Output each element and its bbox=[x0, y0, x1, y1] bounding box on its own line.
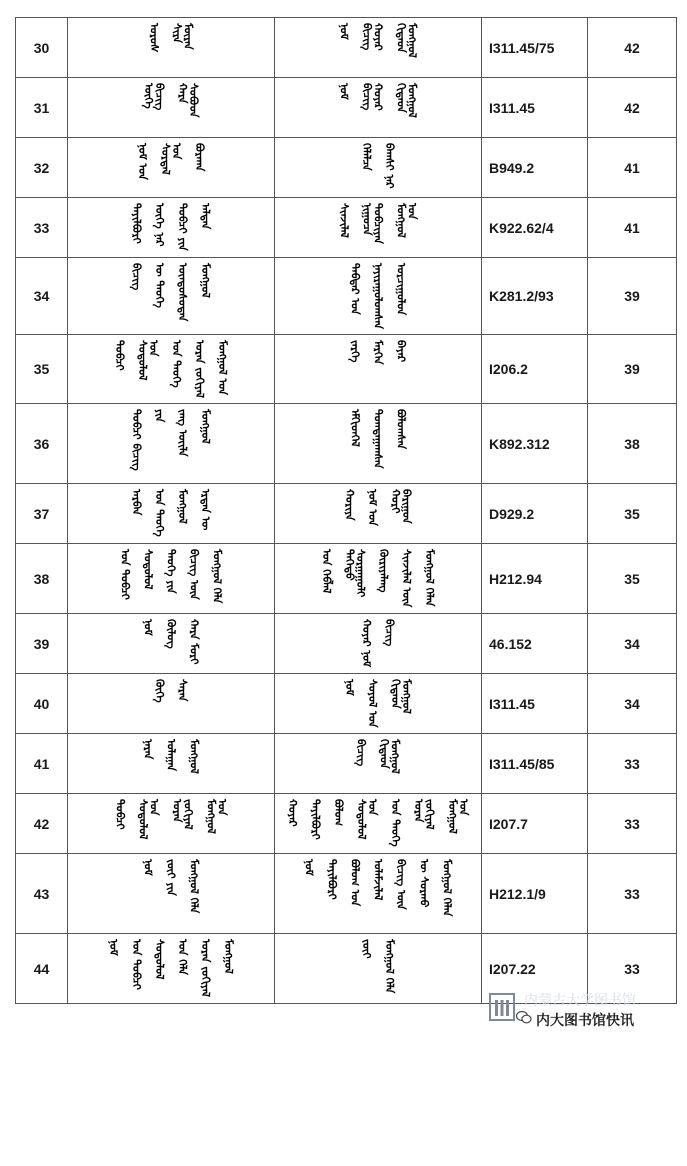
cell-title-mongolian bbox=[68, 614, 275, 674]
mongolian-text-column: ᠰᠤᠷᠲᠠᠯ ᠤᠨ bbox=[159, 143, 183, 175]
cell-call-number: K892.312 bbox=[482, 404, 588, 484]
mongolian-text-column: ᠰᠢᠷᠠ ᠮᠥᠷᠡᠨ bbox=[170, 23, 195, 50]
mongolian-script-block bbox=[275, 674, 481, 733]
mongolian-text-column: ᠵᠡᠷᠭᠡ bbox=[348, 340, 362, 363]
mongolian-text-column: ᠪᠢᠴᠢᠭ᠌ bbox=[354, 739, 368, 767]
cell-title-mongolian bbox=[68, 934, 275, 1004]
table-row bbox=[16, 544, 677, 614]
mongolian-script-block bbox=[275, 335, 481, 403]
cell-title-mongolian bbox=[68, 404, 275, 484]
cell-number: 37 bbox=[16, 484, 68, 544]
cell-call-number: I206.2 bbox=[482, 335, 588, 404]
cell-author-mongolian bbox=[275, 794, 482, 854]
mongolian-text-column: ᠨᠢᠭᠤᠴᠠ ᠲᠣᠪᠴᠢᠶᠠᠨ bbox=[360, 203, 385, 244]
mongolian-text-column: ᠮᠣᠩᠭᠣᠯ ᠤᠨ bbox=[446, 799, 470, 834]
cell-author-mongolian bbox=[275, 934, 482, 1004]
mongolian-script-block bbox=[68, 794, 274, 853]
mongolian-script-block bbox=[68, 484, 274, 543]
mongolian-text-column: ᠮᠣᠩᠭᠣᠯ ᠬᠡᠯᠡᠨ bbox=[440, 859, 454, 917]
cell-number: 39 bbox=[16, 614, 68, 674]
mongolian-script-block bbox=[68, 934, 274, 1003]
cell-count: 33 bbox=[588, 794, 677, 854]
mongolian-text-column: ᠨᠣᠮ bbox=[141, 859, 155, 876]
cell-author-mongolian bbox=[275, 258, 482, 335]
mongolian-text-column: ᠮᠣᠩᠭᠣᠯ bbox=[176, 489, 189, 524]
mongolian-text-column: ᠡᠮᠬᠢᠳᠬᠡᠯ bbox=[348, 409, 362, 447]
mongolian-text-column: ᠳᠡᠪᠲᠡᠷ ᠤᠨ bbox=[348, 263, 362, 315]
mongolian-text-column: ᠪᠢᠴᠢᠭ᠌ ᠬᠣᠶᠠᠷ bbox=[360, 23, 385, 51]
mongolian-text-column: ᠪᠠᠶᠠᠷ bbox=[394, 340, 408, 363]
cell-count: 34 bbox=[588, 614, 677, 674]
mongolian-text-column: ᠨᠣᠮ bbox=[337, 83, 351, 100]
table-row bbox=[16, 484, 677, 544]
mongolian-script-block bbox=[68, 198, 274, 257]
cell-title-mongolian bbox=[68, 335, 275, 404]
table-row bbox=[16, 198, 677, 258]
mongolian-text-column: ᠪᠢᠴᠢᠭ᠌ ᠦᠨ bbox=[187, 549, 201, 600]
mongolian-text-column: ᠰᠠᠷᠠᠨ bbox=[176, 679, 189, 702]
mongolian-text-column: ᠤᠨ ᠲᠡᠦᠬᠡ bbox=[389, 799, 402, 847]
cell-count: 33 bbox=[588, 734, 677, 794]
mongolian-text-column: ᠲᠠᠶᠢᠯᠪᠤᠷᠢ bbox=[309, 799, 322, 840]
mongolian-text-column: ᠬᠡᠯᠡᠯᠴᠡ bbox=[360, 143, 373, 171]
mongolian-text-column: ᠤᠨ ᠲᠣᠪᠴᠢ bbox=[118, 549, 132, 600]
mongolian-text-column: ᠡᠷᠲᠡᠨ ᠦ bbox=[199, 489, 212, 531]
mongolian-text-column: ᠪᠢᠴᠢᠭ᠌ ᠦᠨ bbox=[394, 859, 408, 910]
cell-count: 35 bbox=[588, 484, 677, 544]
cell-author-mongolian bbox=[275, 138, 482, 198]
mongolian-text-column: ᠪᠢᠴᠢᠭ᠌ bbox=[130, 263, 143, 291]
mongolian-text-column: ᠵᠦᠢ bbox=[360, 939, 373, 959]
cell-number: 30 bbox=[16, 18, 68, 78]
mongolian-text-column: ᠰᠤᠳᠤᠯᠤᠯ ᠤᠨ bbox=[136, 340, 160, 381]
cell-author-mongolian bbox=[275, 854, 482, 934]
mongolian-text-column: ᠲᠡᠦᠬᠡ ᠶᠢᠨ bbox=[164, 549, 178, 594]
mongolian-text-column: ᠤᠷᠠᠨ ᠵᠣᠬᠢᠶᠠᠯ bbox=[412, 799, 436, 830]
cell-count: 34 bbox=[588, 674, 677, 734]
table-row bbox=[16, 854, 677, 934]
cell-author-mongolian bbox=[275, 18, 482, 78]
mongolian-text-column: ᠪᠠᠭᠰᠢ ᠨᠠᠷ bbox=[383, 143, 396, 189]
table-row bbox=[16, 138, 677, 198]
mongolian-text-column: ᠦ ᠰᠤᠷᠬᠤ bbox=[417, 859, 431, 908]
mongolian-text-column: ᠠᠯᠲᠠᠨ bbox=[199, 203, 212, 230]
mongolian-text-column: ᠬᠣᠶᠠᠷ bbox=[286, 799, 299, 827]
cell-number: 36 bbox=[16, 404, 68, 484]
cell-author-mongolian bbox=[275, 484, 482, 544]
cell-title-mongolian bbox=[68, 544, 275, 614]
cell-author-mongolian bbox=[275, 404, 482, 484]
mongolian-text-column: ᠳᠡᠭᠡᠳᠦ ᠰᠤᠷᠭᠠᠭᠤᠯᠢ bbox=[343, 549, 367, 598]
mongolian-text-column: ᠨᠣᠮ ᠤᠨ bbox=[136, 143, 149, 180]
watermark-faint-text: 内蒙古大学图书馆 bbox=[524, 993, 636, 1009]
mongolian-text-column: ᠤᠨ ᠲᠡᠦᠬᠡ bbox=[153, 489, 166, 537]
mongolian-text-column: ᠵᠠᠩ ᠦᠢᠯᠡ bbox=[176, 409, 189, 457]
mongolian-script-block bbox=[68, 335, 274, 403]
mongolian-text-column: ᠬᠦᠯᠦᠭ bbox=[164, 619, 178, 649]
mongolian-text-column: ᠨᠠᠷᠠᠨ bbox=[141, 739, 155, 760]
table-row bbox=[16, 78, 677, 138]
cell-count: 35 bbox=[588, 544, 677, 614]
mongolian-text-column: ᠮᠣᠩᠭᠣᠯ ᠤᠨ bbox=[394, 203, 419, 238]
cell-title-mongolian bbox=[68, 138, 275, 198]
mongolian-text-column: ᠲᠠᠶᠢᠯᠪᠤᠷᠢ bbox=[325, 859, 339, 900]
mongolian-text-column: ᠤᠯᠠᠮᠵᠢᠯᠠᠯ bbox=[371, 859, 385, 901]
mongolian-text-column: ᠪᠢᠴᠢᠭ᠌ ᠬᠣᠶᠠᠷ bbox=[360, 83, 385, 111]
mongolian-script-block bbox=[68, 614, 274, 673]
mongolian-text-column: ᠲᠣᠪᠴᠢ ᠪᠢᠴᠢᠭ᠌ bbox=[130, 409, 143, 471]
cell-count: 39 bbox=[588, 335, 677, 404]
mongolian-script-block bbox=[275, 18, 481, 77]
mongolian-text-column: ᠪᠣᠯᠣᠭᠰᠠᠨ bbox=[394, 409, 408, 450]
cell-title-mongolian bbox=[68, 794, 275, 854]
mongolian-text-column: ᠰᠤᠳᠤᠯᠤᠯ ᠤᠨ bbox=[355, 799, 379, 840]
cell-call-number: I311.45/85 bbox=[482, 734, 588, 794]
table-row bbox=[16, 614, 677, 674]
mongolian-text-column: ᠲᠠᠶᠢᠯᠪᠤᠷᠢ bbox=[130, 203, 143, 244]
cell-count: 41 bbox=[588, 138, 677, 198]
mongolian-script-block bbox=[68, 674, 274, 733]
mongolian-text-column: ᠨᠣᠮ bbox=[343, 679, 356, 696]
mongolian-text-column: ᠮᠣᠩᠭᠣᠯ bbox=[199, 409, 212, 444]
cell-number: 44 bbox=[16, 934, 68, 1004]
table-row bbox=[16, 404, 677, 484]
cell-count: 33 bbox=[588, 854, 677, 934]
mongolian-text-column: ᠤᠨ ᠲᠣᠪᠴᠢ bbox=[130, 939, 143, 990]
mongolian-script-block bbox=[68, 404, 274, 483]
mongolian-text-column: ᠮᠣᠩᠭᠣᠯ ᠬᠡᠯᠡ bbox=[383, 939, 396, 994]
mongolian-text-column: ᠮᠣᠩᠭᠣᠯ ᠬᠡᠯᠡ bbox=[210, 549, 224, 604]
mongolian-text-column: ᠮᠣᠩᠭᠣᠯ bbox=[222, 939, 235, 974]
mongolian-script-block bbox=[275, 138, 481, 197]
mongolian-script-block bbox=[68, 78, 274, 137]
cell-author-mongolian bbox=[275, 335, 482, 404]
mongolian-text-column: ᠤᠨ ᠬᠡᠯᠡ bbox=[176, 939, 189, 975]
table-row bbox=[16, 674, 677, 734]
cell-count: 39 bbox=[588, 258, 677, 335]
cell-call-number: 46.152 bbox=[482, 614, 588, 674]
cell-count: 42 bbox=[588, 18, 677, 78]
cell-author-mongolian bbox=[275, 78, 482, 138]
cell-title-mongolian bbox=[68, 18, 275, 78]
mongolian-text-column: ᠬᠣᠷᠢᠶᠠ bbox=[343, 489, 356, 521]
cell-call-number: I311.45/75 bbox=[482, 18, 588, 78]
mongolian-text-column: ᠪᠤᠯᠤᠭ bbox=[332, 799, 345, 826]
mongolian-text-column: ᠰᠤᠳᠤᠯᠤᠯ ᠤᠨ bbox=[136, 799, 161, 840]
mongolian-text-column: ᠰᠣᠶᠣᠯ ᠤᠨ bbox=[366, 679, 379, 728]
mongolian-text-column: ᠨᠣᠮ bbox=[302, 859, 316, 876]
mongolian-text-column: ᠠᠷᠪᠠᠨ bbox=[130, 489, 143, 516]
mongolian-text-column: ᠨᠠᠶᠢᠷᠠᠭᠤᠯᠤᠭᠰᠠᠨ bbox=[371, 263, 385, 330]
mongolian-text-column: ᠤᠯᠠᠭᠠᠨ bbox=[164, 739, 178, 772]
mongolian-text-column: ᠦ ᠲᠡᠦᠬᠡ bbox=[153, 263, 166, 308]
mongolian-text-column: ᠰᠢᠨᠵᠢᠯᠡᠯ bbox=[337, 203, 351, 238]
cell-title-mongolian bbox=[68, 484, 275, 544]
mongolian-script-block bbox=[275, 404, 481, 483]
mongolian-text-column: ᠤᠷᠤᠰ bbox=[147, 23, 161, 53]
cell-title-mongolian bbox=[68, 198, 275, 258]
table-row bbox=[16, 335, 677, 404]
cell-author-mongolian bbox=[275, 614, 482, 674]
cell-count: 41 bbox=[588, 198, 677, 258]
mongolian-text-column: ᠪᠤᠷᠬᠠᠨ bbox=[193, 143, 206, 172]
mongolian-text-column: ᠨᠣᠮ bbox=[141, 619, 155, 636]
mongolian-text-column: ᠮᠣᠩᠭᠣᠯ ᠤᠨ bbox=[204, 799, 229, 834]
cell-number: 41 bbox=[16, 734, 68, 794]
cell-call-number: I311.45 bbox=[482, 674, 588, 734]
table-row bbox=[16, 734, 677, 794]
cell-title-mongolian bbox=[68, 674, 275, 734]
mongolian-script-block bbox=[275, 544, 481, 613]
cell-number: 31 bbox=[16, 78, 68, 138]
mongolian-text-column: ᠲᠣᠪᠴᠢ ᠶᠢᠨ bbox=[176, 203, 189, 251]
mongolian-script-block bbox=[68, 258, 274, 334]
mongolian-text-column: ᠤᠨ ᠲᠡᠦᠬᠡ bbox=[170, 340, 183, 388]
mongolian-script-block bbox=[68, 544, 274, 613]
mongolian-text-column: ᠮᠣᠩᠭᠣᠯ bbox=[187, 739, 201, 774]
cell-title-mongolian bbox=[68, 78, 275, 138]
mongolian-text-column: ᠨᠣᠮ bbox=[337, 23, 351, 40]
mongolian-text-column: ᠲᠣᠪᠴᠢ bbox=[113, 340, 126, 371]
mongolian-text-column: ᠬᠢᠲᠠᠳ ᠮᠣᠩᠭᠣᠯ bbox=[394, 23, 419, 58]
mongolian-text-column: ᠦᠭᠡ ᠨᠠᠷ bbox=[153, 203, 166, 247]
mongolian-script-block bbox=[275, 854, 481, 933]
mongolian-text-column: ᠮᠣᠩᠭᠣᠯ bbox=[199, 263, 212, 298]
cell-call-number: D929.2 bbox=[482, 484, 588, 544]
mongolian-script-block bbox=[275, 794, 481, 853]
cell-call-number: I311.45 bbox=[482, 78, 588, 138]
cell-call-number: B949.2 bbox=[482, 138, 588, 198]
cell-number: 40 bbox=[16, 674, 68, 734]
mongolian-text-column: ᠵᠦᠢ ᠶᠢᠨ bbox=[164, 859, 178, 896]
cell-count: 38 bbox=[588, 404, 677, 484]
mongolian-script-block bbox=[275, 614, 481, 673]
mongolian-script-block bbox=[275, 484, 481, 543]
cell-number: 33 bbox=[16, 198, 68, 258]
mongolian-text-column: ᠰᠢᠨᠵᠢᠯᠡᠯ ᠦᠨ bbox=[400, 549, 413, 608]
mongolian-text-column: ᠬᠣᠷᠢ ᠪᠠᠷᠢᠭᠤᠨ bbox=[389, 489, 413, 524]
mongolian-text-column: ᠤᠷᠠᠨ ᠵᠣᠬᠢᠶᠠᠯ bbox=[193, 340, 206, 398]
mongolian-script-block bbox=[68, 18, 274, 77]
cell-title-mongolian bbox=[68, 854, 275, 934]
cell-call-number: I207.7 bbox=[482, 794, 588, 854]
table-row bbox=[16, 794, 677, 854]
cell-author-mongolian bbox=[275, 674, 482, 734]
mongolian-text-column: ᠤᠷᠠᠨ ᠵᠣᠬᠢᠶᠠᠯ bbox=[199, 939, 212, 997]
cell-number: 38 bbox=[16, 544, 68, 614]
mongolian-script-block bbox=[275, 258, 481, 334]
mongolian-script-block bbox=[275, 734, 481, 793]
mongolian-script-block bbox=[275, 934, 481, 1003]
mongolian-text-column: ᠮᠣᠩᠭᠣᠯ ᠤᠨ bbox=[216, 340, 229, 396]
catalog-table bbox=[15, 17, 677, 1004]
cell-count: 42 bbox=[588, 78, 677, 138]
mongolian-text-column: ᠪᠤᠯᠤᠭ ᠤᠨ bbox=[348, 859, 362, 907]
mongolian-text-column: ᠬᠣᠶᠠᠷ ᠨᠣᠮ bbox=[360, 619, 373, 668]
mongolian-script-block bbox=[68, 734, 274, 793]
mongolian-text-column: ᠮᠣᠩᠭᠣᠯ ᠬᠡᠯᠡ bbox=[187, 859, 201, 914]
cell-author-mongolian bbox=[275, 544, 482, 614]
mongolian-text-column: ᠨᠣᠮ ᠤᠨ bbox=[366, 489, 379, 526]
mongolian-text-column: ᠬᠦᠷᠢᠶᠡᠯᠡᠩ bbox=[377, 549, 390, 593]
cell-number: 35 bbox=[16, 335, 68, 404]
mongolian-text-column: ᠲᠣᠪᠴᠢ bbox=[113, 799, 127, 830]
mongolian-text-column: ᠰᠤᠳᠤᠯᠤᠯ bbox=[141, 549, 155, 590]
mongolian-script-block bbox=[275, 78, 481, 137]
mongolian-text-column: ᠣᠷᠴᠢᠭᠤᠯᠤᠨ bbox=[394, 263, 408, 316]
mongolian-text-column: ᠨᠣᠮ bbox=[107, 939, 120, 956]
mongolian-text-column: ᠦᠭᠡ ᠪᠢᠴᠢᠭ᠌ bbox=[142, 83, 166, 111]
cell-number: 42 bbox=[16, 794, 68, 854]
cell-number: 43 bbox=[16, 854, 68, 934]
cell-call-number: H212.1/9 bbox=[482, 854, 588, 934]
mongolian-text-column: ᠤᠷᠠᠨ ᠵᠣᠬᠢᠶᠠᠯ bbox=[170, 799, 195, 830]
mongolian-text-column: ᠬᠦᠬᠡ bbox=[153, 679, 166, 703]
table-row bbox=[16, 258, 677, 335]
cell-call-number: I207.22 bbox=[482, 934, 588, 1004]
mongolian-text-column: ᠬᠢᠲᠠᠳ ᠮᠣᠩᠭᠣᠯ bbox=[389, 679, 413, 714]
cell-title-mongolian bbox=[68, 258, 275, 335]
library-logo-icon bbox=[488, 992, 516, 1022]
mongolian-text-column: ᠮᠣᠩᠭᠣᠯ ᠬᠡᠯᠡᠨ bbox=[423, 549, 436, 607]
mongolian-script-block bbox=[68, 854, 274, 933]
cell-title-mongolian bbox=[68, 734, 275, 794]
mongolian-text-column: ᠤᠨ ᠬᠡᠪᠯᠡᠯ bbox=[320, 549, 333, 594]
cell-number: 32 bbox=[16, 138, 68, 198]
watermark-main-text: 内大图书馆快讯 bbox=[536, 1013, 634, 1029]
mongolian-script-block bbox=[275, 198, 481, 257]
mongolian-text-column: ᠬᠢᠲᠠᠳ ᠮᠣᠩᠭᠣᠯ bbox=[377, 739, 402, 774]
cell-author-mongolian bbox=[275, 198, 482, 258]
mongolian-text-column: ᠶᠢᠨ bbox=[153, 409, 166, 423]
cell-number: 34 bbox=[16, 258, 68, 335]
cell-call-number: K281.2/93 bbox=[482, 258, 588, 335]
mongolian-text-column: ᠮᠡᠷᠭᠡᠨ bbox=[371, 340, 385, 365]
mongolian-text-column: ᠬᠢᠲᠠᠳ ᠮᠣᠩᠭᠣᠯ bbox=[394, 83, 419, 118]
wechat-icon bbox=[516, 1010, 532, 1024]
mongolian-text-column: ᠰᠤᠳᠤᠯᠤᠯ bbox=[153, 939, 166, 980]
mongolian-text-column: ᠪᠢᠴᠢᠭ᠌ bbox=[383, 619, 396, 647]
cell-author-mongolian bbox=[275, 734, 482, 794]
mongolian-text-column: ᠬᠠᠷᠠ ᠰᠤᠪᠤᠳ bbox=[176, 83, 200, 118]
cell-call-number: H212.94 bbox=[482, 544, 588, 614]
mongolian-text-column: ᠦᠨᠳᠦᠰᠦᠲᠡᠨ bbox=[176, 263, 189, 322]
cell-call-number: K922.62/4 bbox=[482, 198, 588, 258]
table-row bbox=[16, 18, 677, 78]
watermark bbox=[488, 990, 673, 1032]
mongolian-script-block bbox=[68, 138, 274, 197]
mongolian-text-column: ᠲᠣᠭᠲᠠᠭᠠᠭᠰᠠᠨ bbox=[371, 409, 385, 469]
mongolian-text-column: ᠬᠠᠷᠠ ᠮᠣᠷᠢ bbox=[187, 619, 201, 665]
catalog-table-body bbox=[16, 18, 677, 1004]
cell-count: 33 bbox=[588, 934, 677, 1004]
